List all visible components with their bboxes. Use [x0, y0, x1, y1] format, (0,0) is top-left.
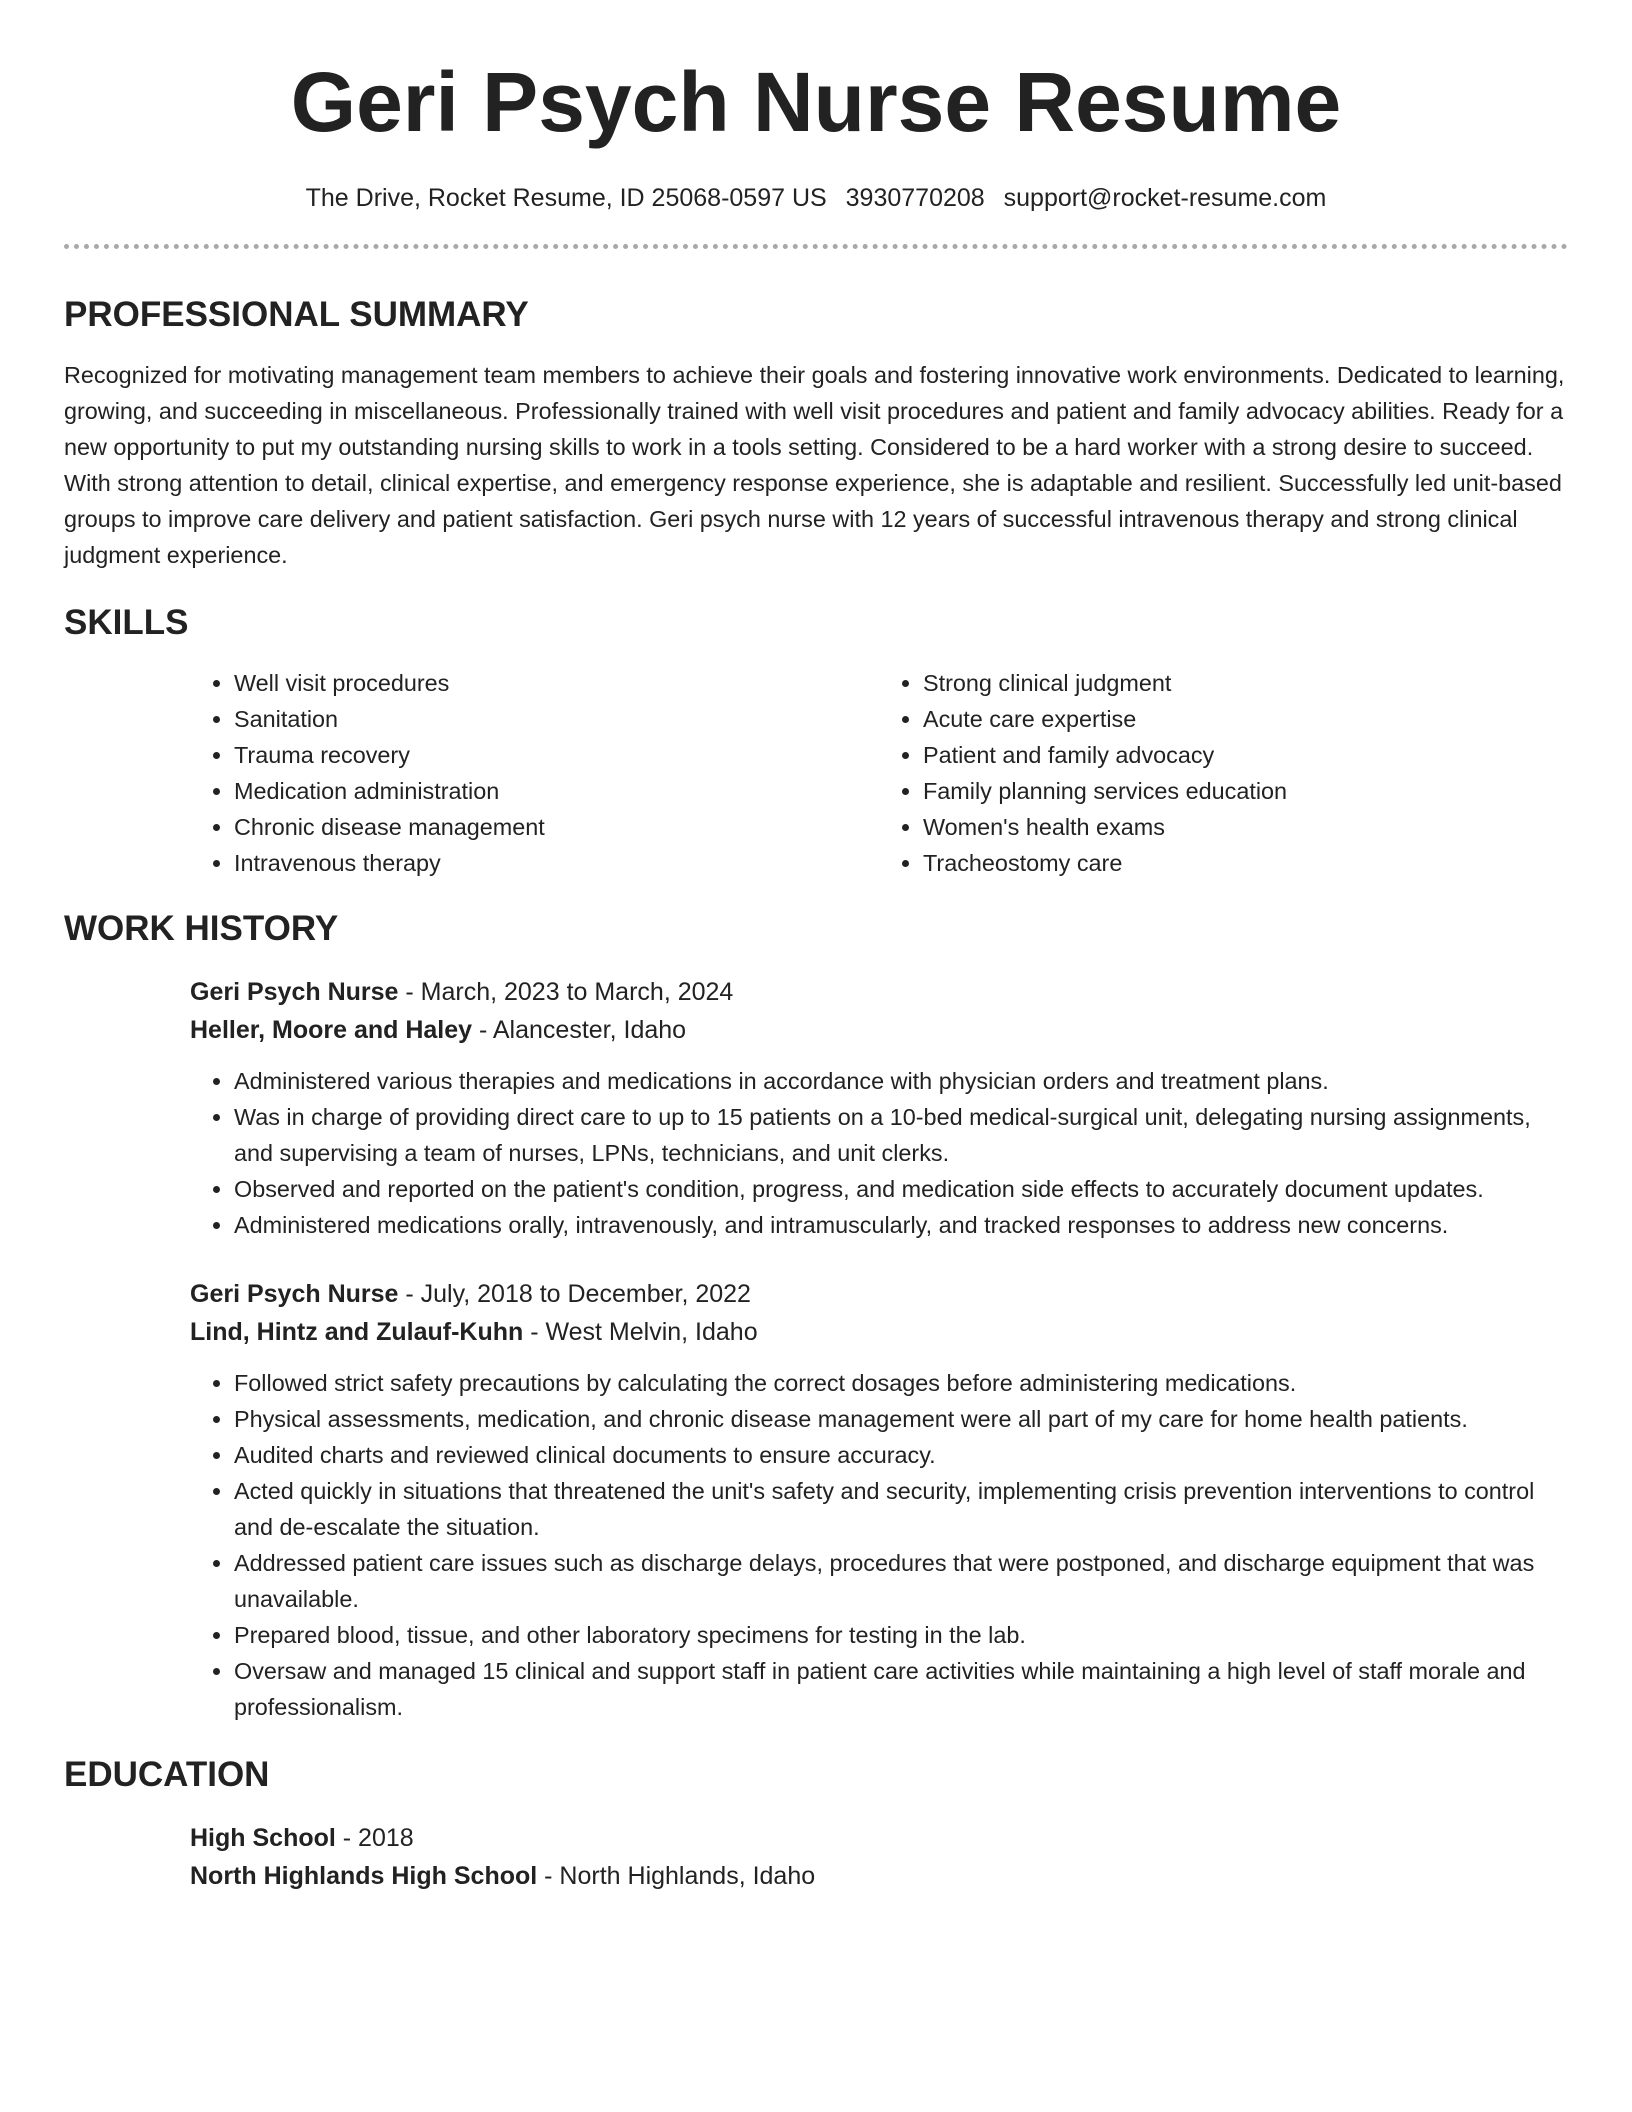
duty-item: • Prepared blood, tissue, and other laboratory specimens for testing in the lab.: [234, 1617, 1568, 1653]
summary-heading: PROFESSIONAL SUMMARY: [64, 295, 529, 334]
duty-item: • Administered various therapies and medications in accordance with physician orders and treatment plans.: [234, 1063, 1568, 1099]
employer-location: - West Melvin, Idaho: [523, 1318, 758, 1346]
employer-location: - Alancester, Idaho: [472, 1016, 687, 1044]
skill-item: • Patient and family advocacy: [923, 737, 1568, 773]
degree-year: - 2018: [335, 1824, 414, 1852]
job-dates: - March, 2023 to March, 2024: [398, 978, 734, 1006]
duty-item: • Physical assessments, medication, and chronic disease management were all part of my care for home health patients.: [234, 1401, 1568, 1437]
resume-title: Geri Psych Nurse Resume: [290, 55, 1342, 149]
skill-item: • Medication administration: [234, 773, 879, 809]
skills-section: [64, 601, 1568, 881]
skills-column-left: [190, 665, 879, 881]
duty-item: • Was in charge of providing direct care to up to 15 patients on a 10-bed medical-surgical unit, delegating nursing assignments, and supervising a team of nurses, LPNs, technicians, and unit clerks.: [234, 1099, 1568, 1171]
duty-item: • Addressed patient care issues such as discharge delays, procedures that were postponed, and discharge equipment that was unavailable.: [234, 1545, 1568, 1617]
skill-item: • Well visit procedures: [234, 665, 879, 701]
employer-line: [190, 1011, 1568, 1049]
job-dates: - July, 2018 to December, 2022: [398, 1280, 751, 1308]
duty-item: • Acted quickly in situations that threatened the unit's safety and security, implementing crisis prevention interventions to control and de-escalate the situation.: [234, 1473, 1568, 1545]
skill-item: • Strong clinical judgment: [923, 665, 1568, 701]
skill-item: • Acute care expertise: [923, 701, 1568, 737]
school-name: North Highlands High School: [190, 1862, 538, 1890]
header-divider: [64, 244, 1568, 249]
job-title-line: [190, 973, 1568, 1011]
skills-list: [190, 665, 1568, 881]
duty-item: • Oversaw and managed 15 clinical and support staff in patient care activities while maintaining a high level of staff morale and professionalism.: [234, 1653, 1568, 1725]
degree-name: High School: [190, 1824, 336, 1852]
employer-name: Lind, Hintz and Zulauf-Kuhn: [190, 1318, 524, 1346]
work-section: [64, 907, 1568, 1725]
work-heading: WORK HISTORY: [64, 909, 339, 948]
job-title: Geri Psych Nurse: [190, 1280, 399, 1308]
skill-item: • Chronic disease management: [234, 809, 879, 845]
job-entry: [190, 973, 1568, 1243]
duty-item: • Audited charts and reviewed clinical documents to ensure accuracy.: [234, 1437, 1568, 1473]
skill-item: • Tracheostomy care: [923, 845, 1568, 881]
school-line: [190, 1857, 1568, 1895]
education-heading: EDUCATION: [64, 1755, 270, 1794]
contact-email: support@rocket-resume.com: [1003, 184, 1327, 212]
job-title: Geri Psych Nurse: [190, 978, 399, 1006]
summary-section: [64, 293, 1568, 573]
job-entry: [190, 1275, 1568, 1725]
summary-text: Recognized for motivating management team members to achieve their goals and fostering innovative work environments. Dedicated to learning, growing, and succeeding in miscellaneous. Professionally trained with well visit procedures and patient and family advocacy abilities. Ready for a new opportunity to put my outstanding nursing skills to work in a tools setting. Considered to be a hard worker with a strong desire to succeed. With strong attention to detail, clinical expertise, and emergency response experience, she is adaptable and resilient. Successfully led unit-based groups to improve care delivery and patient satisfaction. Geri psych nurse with 12 years of successful intravenous therapy and strong clinical judgment experience.: [64, 362, 1565, 568]
skill-item: • Sanitation: [234, 701, 879, 737]
job-duties: [190, 1063, 1568, 1243]
contact-address: The Drive, Rocket Resume, ID 25068-0597 US: [305, 184, 827, 212]
duty-item: • Administered medications orally, intravenously, and intramuscularly, and tracked responses to address new concerns.: [234, 1207, 1568, 1243]
school-location: - North Highlands, Idaho: [537, 1862, 816, 1890]
skill-item: • Trauma recovery: [234, 737, 879, 773]
job-duties: [190, 1365, 1568, 1725]
duty-item: • Observed and reported on the patient's condition, progress, and medication side effects to accurately document updates.: [234, 1171, 1568, 1207]
employer-line: [190, 1313, 1568, 1351]
resume-page: [64, 0, 1568, 1895]
degree-line: [190, 1819, 1568, 1857]
education-section: [64, 1753, 1568, 1895]
skill-item: • Family planning services education: [923, 773, 1568, 809]
skills-heading: SKILLS: [64, 603, 189, 642]
duty-item: • Followed strict safety precautions by calculating the correct dosages before administering medications.: [234, 1365, 1568, 1401]
employer-name: Heller, Moore and Haley: [190, 1016, 473, 1044]
education-entry: [190, 1819, 1568, 1895]
skill-item: • Intravenous therapy: [234, 845, 879, 881]
job-title-line: [190, 1275, 1568, 1313]
skills-column-right: [879, 665, 1568, 881]
skill-item: • Women's health exams: [923, 809, 1568, 845]
contact-line: [64, 182, 1568, 214]
contact-phone: 3930770208: [845, 184, 985, 212]
